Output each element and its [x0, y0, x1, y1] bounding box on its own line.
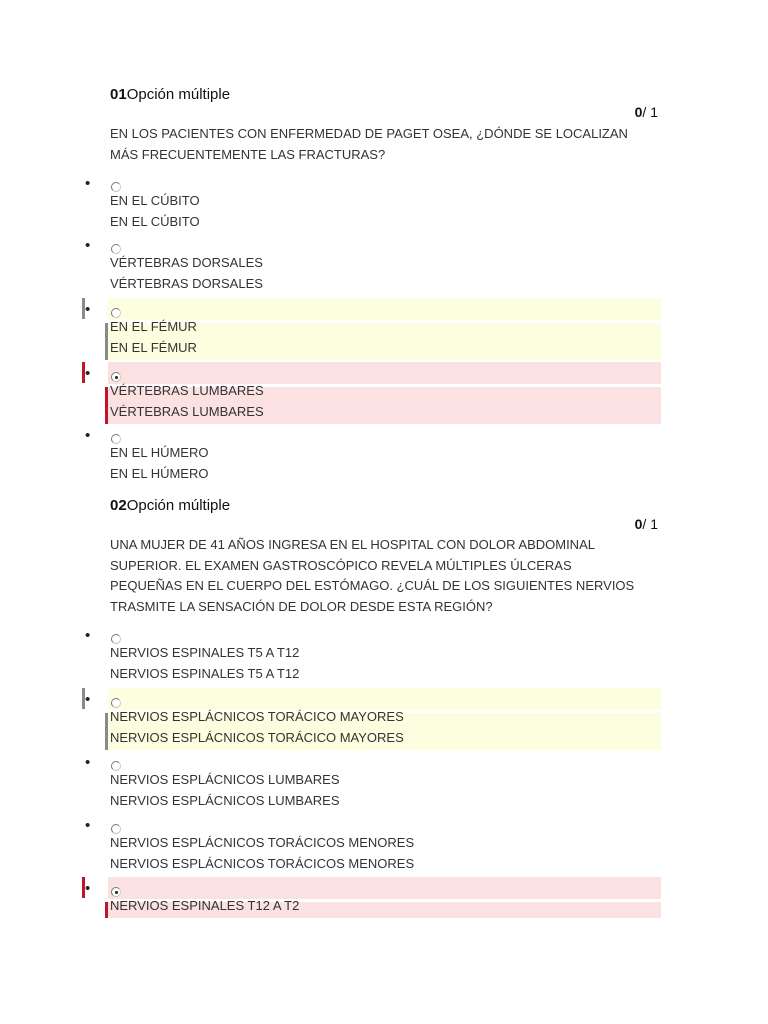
option-label: NERVIOS ESPINALES T12 A T2	[110, 898, 300, 913]
option-label: NERVIOS ESPLÁCNICOS LUMBARES	[110, 772, 340, 787]
list-bullet: •	[85, 301, 91, 318]
option-label: VÉRTEBRAS LUMBARES	[110, 383, 264, 398]
list-bullet: •	[85, 754, 91, 771]
q1-option-1[interactable]	[0, 175, 768, 240]
option-label: VÉRTEBRAS DORSALES	[110, 255, 263, 270]
incorrect-marker	[105, 387, 108, 424]
radio-button-selected[interactable]	[111, 372, 121, 382]
q2-option-5-selected-incorrect[interactable]	[0, 880, 768, 923]
radio-button[interactable]	[111, 244, 121, 254]
option-label-repeat: NERVIOS ESPINALES T5 A T12	[110, 666, 300, 681]
q2-header	[110, 497, 230, 514]
q1-header	[110, 86, 230, 103]
q1-score	[635, 104, 658, 120]
q2-question-line: SUPERIOR. EL EXAMEN GASTROSCÓPICO REVELA MÚLTIPLES ÚLCERAS	[110, 557, 572, 573]
option-label-repeat: EN EL CÚBITO	[110, 214, 200, 229]
incorrect-marker	[105, 902, 108, 918]
q1-score-got: 0	[634, 104, 643, 120]
radio-button[interactable]	[111, 761, 121, 771]
radio-button[interactable]	[111, 698, 121, 708]
radio-button[interactable]	[111, 308, 121, 318]
correct-marker	[105, 323, 108, 360]
q1-type: Opción múltiple	[126, 86, 231, 103]
option-label: NERVIOS ESPLÁCNICOS TORÁCICOS MENORES	[110, 835, 415, 850]
q1-option-5[interactable]	[0, 427, 768, 492]
q1-number: 01	[110, 86, 127, 103]
list-bullet: •	[85, 817, 91, 834]
list-bullet: •	[85, 627, 91, 644]
option-label: EN EL CÚBITO	[110, 193, 200, 208]
q1-score-total: / 1	[642, 104, 658, 120]
radio-button[interactable]	[111, 182, 121, 192]
correct-marker	[105, 713, 108, 750]
q2-type: Opción múltiple	[126, 497, 231, 514]
q2-number: 02	[110, 497, 127, 514]
q2-option-2-correct[interactable]	[0, 691, 768, 756]
q1-question-line: EN LOS PACIENTES CON ENFERMEDAD DE PAGET OSEA, ¿DÓNDE SE LOCALIZAN	[110, 126, 628, 141]
option-label: EN EL HÚMERO	[110, 445, 209, 460]
q2-option-3[interactable]	[0, 754, 768, 819]
q2-question-line: UNA MUJER DE 41 AÑOS INGRESA EN EL HOSPITAL CON DOLOR ABDOMINAL	[110, 537, 595, 552]
option-label-repeat: EN EL HÚMERO	[110, 466, 209, 481]
list-bullet: •	[85, 365, 91, 382]
list-bullet: •	[85, 237, 91, 254]
q1-question-text	[110, 124, 670, 165]
q2-score-got: 0	[634, 516, 643, 532]
q1-option-4-selected-incorrect[interactable]	[0, 365, 768, 430]
option-label: NERVIOS ESPLÁCNICOS TORÁCICO MAYORES	[110, 709, 404, 724]
list-bullet: •	[85, 175, 91, 192]
list-bullet: •	[85, 427, 91, 444]
q1-option-3-correct[interactable]	[0, 301, 768, 366]
option-label-repeat: EN EL FÉMUR	[110, 340, 197, 355]
q2-score	[635, 516, 658, 532]
correct-highlight	[108, 298, 661, 320]
radio-button[interactable]	[111, 434, 121, 444]
option-label: EN EL FÉMUR	[110, 319, 197, 334]
incorrect-highlight	[108, 877, 661, 899]
q2-option-1[interactable]	[0, 627, 768, 692]
q2-question-line: PEQUEÑAS EN EL CUERPO DEL ESTÓMAGO. ¿CUÁL DE LOS SIGUIENTES NERVIOS	[110, 578, 635, 594]
list-bullet: •	[85, 691, 91, 708]
radio-button[interactable]	[111, 824, 121, 834]
radio-button[interactable]	[111, 634, 121, 644]
incorrect-highlight	[108, 362, 661, 384]
option-label-repeat: NERVIOS ESPLÁCNICOS TORÁCICO MAYORES	[110, 730, 404, 745]
q2-question-line: TRASMITE LA SENSACIÓN DE DOLOR DESDE ESTA REGIÓN?	[110, 598, 493, 614]
q2-score-total: / 1	[642, 516, 658, 532]
option-label-repeat: NERVIOS ESPLÁCNICOS LUMBARES	[110, 793, 340, 808]
radio-button-selected[interactable]	[111, 887, 121, 897]
correct-highlight	[108, 688, 661, 710]
option-label-repeat: NERVIOS ESPLÁCNICOS TORÁCICOS MENORES	[110, 856, 415, 871]
option-label: NERVIOS ESPINALES T5 A T12	[110, 645, 300, 660]
q2-question-text	[110, 535, 670, 617]
option-label-repeat: VÉRTEBRAS DORSALES	[110, 276, 263, 291]
option-label-repeat: VÉRTEBRAS LUMBARES	[110, 404, 264, 419]
q2-option-4[interactable]	[0, 817, 768, 882]
list-bullet: •	[85, 880, 91, 897]
q1-option-2[interactable]	[0, 237, 768, 302]
q1-question-line: MÁS FRECUENTEMENTE LAS FRACTURAS?	[110, 146, 386, 162]
